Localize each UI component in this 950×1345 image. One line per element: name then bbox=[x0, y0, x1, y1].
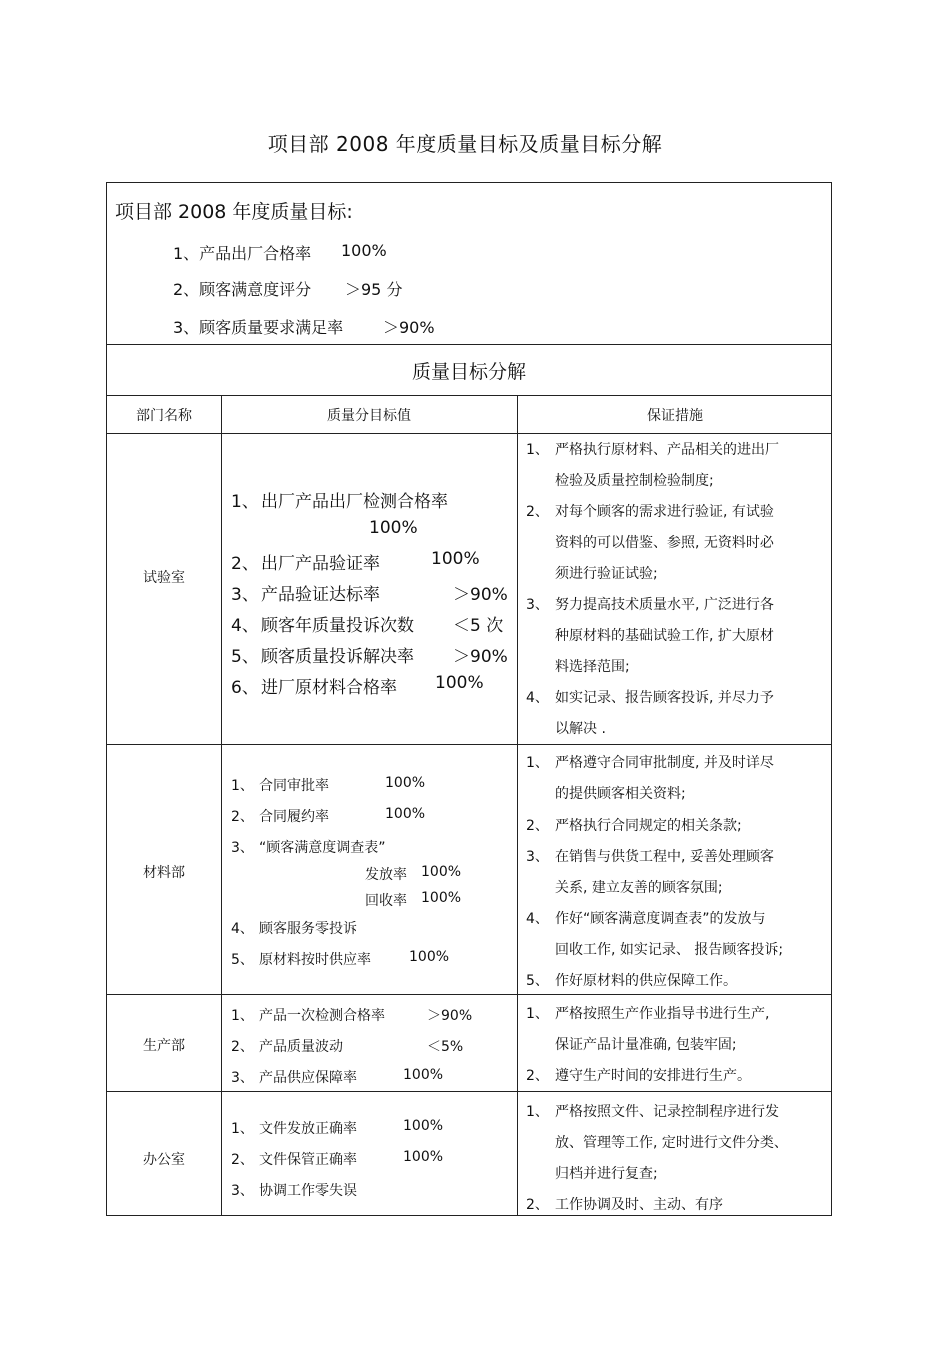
target-number: 3、 bbox=[231, 1070, 254, 1086]
page-title: 项目部 2008 年度质量目标及质量目标分解 bbox=[267, 132, 663, 156]
target-value: 100% bbox=[403, 1118, 444, 1134]
target-number: 3、 bbox=[231, 840, 254, 856]
measure-line: 须进行验证试验; bbox=[555, 566, 658, 582]
divider bbox=[107, 395, 831, 396]
measure-line: 对每个顾客的需求进行验证, 有试验 bbox=[555, 504, 774, 520]
divider bbox=[107, 344, 831, 345]
measure-line: 在销售与供货工程中, 妥善处理顾客 bbox=[555, 849, 774, 865]
target-value: ＞90% bbox=[427, 1008, 473, 1024]
measure-line: 作好原材料的供应保障工作。 bbox=[555, 973, 737, 989]
target-number: 2、 bbox=[231, 1152, 254, 1168]
goals-heading: 项目部 2008 年度质量目标: bbox=[115, 201, 353, 223]
target-value: ＜5% bbox=[427, 1039, 464, 1055]
target-value: ＞90% bbox=[453, 647, 508, 667]
breakdown-title: 质量目标分解 bbox=[411, 361, 526, 383]
target-value: ＞90% bbox=[453, 585, 508, 605]
divider bbox=[107, 433, 831, 434]
measure-line: 作好“顾客满意度调查表”的发放与 bbox=[555, 911, 766, 927]
measure-line: 回收工作, 如实记录、 报告顾客投诉; bbox=[555, 942, 784, 958]
measure-line: 保证产品计量准确, 包装牢固; bbox=[555, 1037, 737, 1053]
target-number: 4、 bbox=[231, 616, 259, 636]
target-number: 1、 bbox=[231, 1008, 254, 1024]
target-text: 产品供应保障率 bbox=[259, 1070, 357, 1086]
target-number: 5、 bbox=[231, 952, 254, 968]
measure-number: 2、 bbox=[526, 818, 549, 834]
goal-item-value: 100% bbox=[341, 241, 387, 260]
goal-item-value: ＞90% bbox=[383, 318, 435, 337]
target-value: 100% bbox=[409, 949, 450, 965]
measure-line: 放、管理等工作, 定时进行文件分类、 bbox=[555, 1135, 788, 1151]
measure-number: 5、 bbox=[526, 973, 549, 989]
measure-line: 的提供顾客相关资料; bbox=[555, 786, 686, 802]
target-text: 出厂产品出厂检测合格率 bbox=[261, 492, 448, 512]
measure-line: 遵守生产时间的安排进行生产。 bbox=[555, 1068, 751, 1084]
goal-item-label: 1、产品出厂合格率 bbox=[173, 244, 312, 263]
target-number: 2、 bbox=[231, 1039, 254, 1055]
target-text: “顾客满意度调查表” bbox=[259, 840, 386, 856]
target-text: 发放率 bbox=[365, 867, 407, 883]
measure-number: 2、 bbox=[526, 1068, 549, 1084]
measure-number: 1、 bbox=[526, 1104, 549, 1120]
measure-number: 4、 bbox=[526, 911, 549, 927]
goal-item-label: 3、顾客质量要求满足率 bbox=[173, 318, 344, 337]
target-value: 100% bbox=[369, 518, 418, 538]
target-value: 100% bbox=[403, 1067, 444, 1083]
dept-name: 办公室 bbox=[143, 1152, 185, 1168]
target-text: 合同审批率 bbox=[259, 778, 329, 794]
target-value: 100% bbox=[431, 549, 480, 569]
target-number: 3、 bbox=[231, 585, 259, 605]
target-text: 文件发放正确率 bbox=[259, 1121, 357, 1137]
target-text: 产品一次检测合格率 bbox=[259, 1008, 385, 1024]
target-text: 文件保管正确率 bbox=[259, 1152, 357, 1168]
column-header-measures: 保证措施 bbox=[647, 408, 703, 424]
measure-line: 关系, 建立友善的顾客氛围; bbox=[555, 880, 723, 896]
dept-name: 试验室 bbox=[143, 570, 185, 586]
measure-number: 1、 bbox=[526, 1006, 549, 1022]
column-divider bbox=[517, 395, 518, 1216]
measure-line: 努力提高技术质量水平, 广泛进行各 bbox=[555, 597, 774, 613]
measure-line: 如实记录、报告顾客投诉, 并尽力予 bbox=[555, 690, 774, 706]
quality-goals-table bbox=[106, 182, 832, 1216]
dept-name: 材料部 bbox=[143, 865, 185, 881]
target-text: 顾客年质量投诉次数 bbox=[261, 616, 414, 636]
measure-line: 工作协调及时、主动、有序 bbox=[555, 1197, 723, 1213]
measure-number: 4、 bbox=[526, 690, 549, 706]
measure-line: 严格执行合同规定的相关条款; bbox=[555, 818, 742, 834]
measure-line: 资料的可以借鉴、参照, 无资料时必 bbox=[555, 535, 774, 551]
measure-number: 1、 bbox=[526, 755, 549, 771]
divider bbox=[107, 1091, 831, 1092]
column-header-targets: 质量分目标值 bbox=[327, 408, 411, 424]
target-text: 协调工作零失误 bbox=[259, 1183, 357, 1199]
target-value: ＜5 次 bbox=[453, 616, 504, 636]
dept-name: 生产部 bbox=[143, 1038, 185, 1054]
goal-item-label: 2、顾客满意度评分 bbox=[173, 280, 312, 299]
column-divider bbox=[221, 395, 222, 1216]
target-number: 6、 bbox=[231, 678, 259, 698]
target-value: 100% bbox=[403, 1149, 444, 1165]
target-text: 原材料按时供应率 bbox=[259, 952, 371, 968]
target-value: 100% bbox=[421, 864, 462, 880]
target-text: 产品验证达标率 bbox=[261, 585, 380, 605]
target-value: 100% bbox=[385, 806, 426, 822]
measure-line: 严格遵守合同审批制度, 并及时详尽 bbox=[555, 755, 774, 771]
target-number: 2、 bbox=[231, 809, 254, 825]
target-number: 4、 bbox=[231, 921, 254, 937]
measure-line: 严格按照文件、记录控制程序进行发 bbox=[555, 1104, 779, 1120]
target-number: 1、 bbox=[231, 778, 254, 794]
measure-line: 严格执行原材料、产品相关的进出厂 bbox=[555, 442, 779, 458]
measure-line: 种原材料的基础试验工作, 扩大原材 bbox=[555, 628, 774, 644]
target-value: 100% bbox=[435, 673, 484, 693]
target-text: 进厂原材料合格率 bbox=[261, 678, 397, 698]
goal-item-value: ＞95 分 bbox=[345, 280, 403, 299]
target-number: 5、 bbox=[231, 647, 259, 667]
measure-line: 检验及质量控制检验制度; bbox=[555, 473, 714, 489]
column-header-dept: 部门名称 bbox=[136, 408, 192, 424]
target-value: 100% bbox=[421, 890, 462, 906]
measure-number: 2、 bbox=[526, 504, 549, 520]
measure-line: 严格按照生产作业指导书进行生产, bbox=[555, 1006, 770, 1022]
measure-number: 2、 bbox=[526, 1197, 549, 1213]
target-text: 回收率 bbox=[365, 893, 407, 909]
target-number: 3、 bbox=[231, 1183, 254, 1199]
measure-number: 3、 bbox=[526, 597, 549, 613]
target-text: 合同履约率 bbox=[259, 809, 329, 825]
measure-line: 以解决 . bbox=[555, 721, 606, 737]
divider bbox=[107, 994, 831, 995]
target-value: 100% bbox=[385, 775, 426, 791]
target-text: 出厂产品验证率 bbox=[261, 554, 380, 574]
measure-line: 归档并进行复查; bbox=[555, 1166, 658, 1182]
target-number: 2、 bbox=[231, 554, 259, 574]
target-text: 顾客质量投诉解决率 bbox=[261, 647, 414, 667]
measure-number: 1、 bbox=[526, 442, 549, 458]
target-text: 顾客服务零投诉 bbox=[259, 921, 357, 937]
target-text: 产品质量波动 bbox=[259, 1039, 343, 1055]
measure-line: 料选择范围; bbox=[555, 659, 630, 675]
target-number: 1、 bbox=[231, 492, 259, 512]
measure-number: 3、 bbox=[526, 849, 549, 865]
divider bbox=[107, 744, 831, 745]
target-number: 1、 bbox=[231, 1121, 254, 1137]
